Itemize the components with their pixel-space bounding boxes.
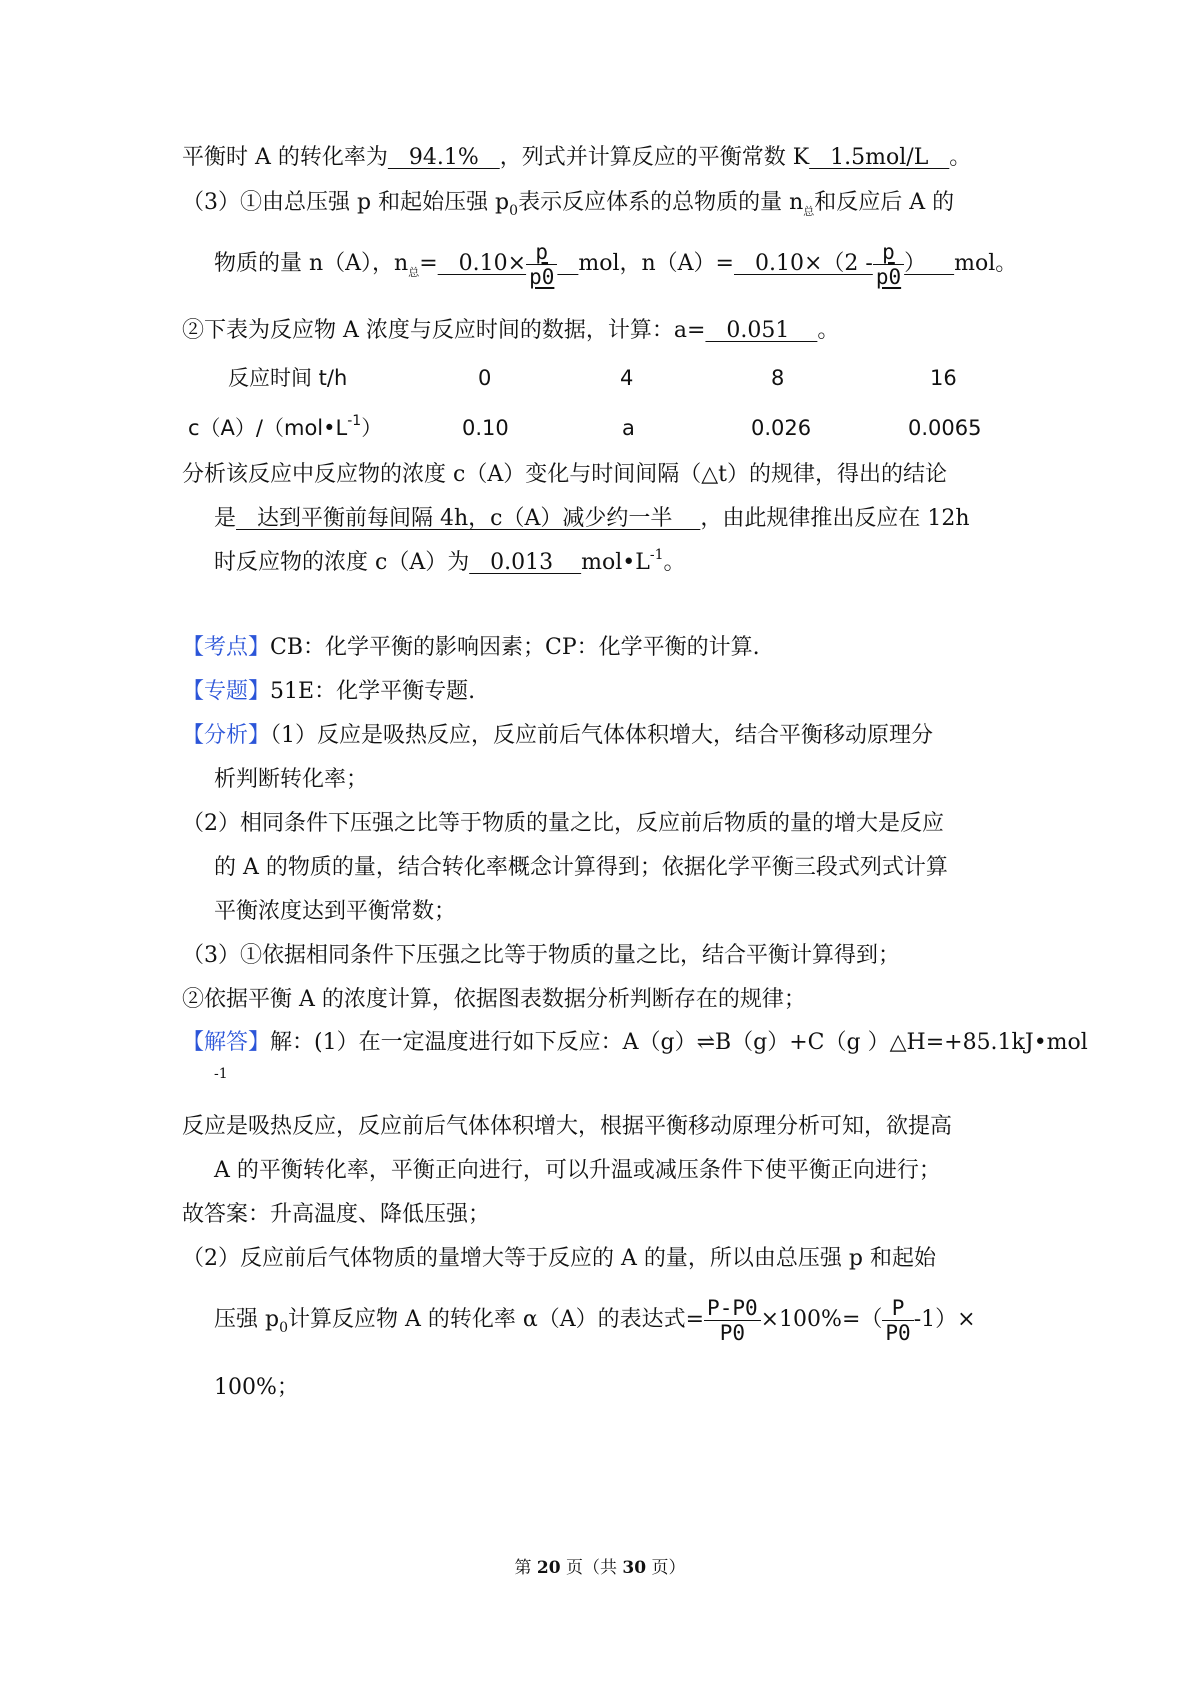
jieda-line-6 <box>214 1290 976 1352</box>
text: ，列式并计算反应的平衡常数 K <box>499 145 810 170</box>
text: 。 <box>949 145 972 170</box>
table-cell: 0.0065 <box>908 416 982 440</box>
table-row1-label: 反应时间 t/h <box>228 366 348 390</box>
numerator: p <box>526 240 557 265</box>
table-cell: 0.026 <box>751 416 812 440</box>
text: 。 <box>817 318 840 343</box>
table-cell: 0.10 <box>462 416 509 440</box>
text: ，由此规律推出反应在 12h <box>700 506 970 531</box>
text: （1）反应是吸热反应，反应前后气体体积增大，结合平衡移动原理分 <box>270 723 934 748</box>
text: 解：(1）在一定温度进行如下反应：A（g）⇌B（g）+C（g ）△H=+85.1kJ•mol <box>270 1030 1088 1055</box>
text: 51E：化学平衡专题. <box>270 679 476 704</box>
fenxi-line-5: 平衡浓度达到平衡常数； <box>214 899 457 924</box>
numerator: p <box>873 240 904 265</box>
table-cell: 0 <box>478 366 492 390</box>
underline-blank: ） <box>904 251 955 276</box>
fraction-p-over-p0 <box>882 1296 913 1345</box>
text: 平衡时 A 的转化率为 <box>182 145 388 170</box>
q3-line-1 <box>182 188 954 221</box>
table-cell: 4 <box>620 366 634 390</box>
answer-equilibrium-constant: 1.5mol/L <box>809 145 950 170</box>
text: mol。 <box>954 251 1018 276</box>
answer-a-value: 0.051 <box>705 318 818 343</box>
zhuanti-tag: 【专题】 <box>182 679 271 704</box>
fenxi-line-2: 析判断转化率； <box>214 767 369 792</box>
fenxi-line-3: （2）相同条件下压强之比等于物质的量之比，反应前后物质的量的增大是反应 <box>182 811 944 836</box>
analysis-question-line-3 <box>214 548 686 580</box>
text: （3）①由总压强 p 和起始压强 p <box>182 190 510 215</box>
subscript: 0 <box>509 203 519 219</box>
table-cell: 16 <box>930 366 957 390</box>
fraction-p-over-p0 <box>873 240 904 289</box>
fraction-conversion <box>704 1296 761 1345</box>
text: mol，n（A）= <box>578 251 734 276</box>
fenxi-line-1 <box>182 721 933 751</box>
q2-answer-line <box>182 143 971 173</box>
fenxi-line-6: （3）①依据相同条件下压强之比等于物质的量之比，结合平衡计算得到； <box>182 943 900 968</box>
superscript: -1 <box>347 413 362 429</box>
answer-n-a: 0.10×（2 - <box>734 251 873 276</box>
denominator: p0 <box>529 264 555 289</box>
text: 压强 p <box>214 1307 280 1332</box>
subscript: 总 <box>803 205 815 218</box>
numerator: P <box>882 1296 913 1321</box>
q3-line-2 <box>214 236 1017 295</box>
q3-line-3 <box>182 316 839 346</box>
jieda-tag: 【解答】 <box>182 1030 271 1055</box>
answer-n-total: 0.10× <box>437 251 527 276</box>
answer-conversion-rate: 94.1% <box>387 145 500 170</box>
jieda-line-7: 100%； <box>214 1375 299 1400</box>
fenxi-line-4: 的 A 的物质的量，结合转化率概念计算得到；依据化学平衡三段式列式计算 <box>214 855 948 880</box>
subscript: 总 <box>408 266 420 279</box>
text: 第 <box>514 1558 537 1578</box>
analysis-question-line-2 <box>214 504 970 534</box>
text: 。 <box>663 550 686 575</box>
fenxi-tag: 【分析】 <box>182 723 271 748</box>
numerator: P-P0 <box>704 1296 761 1321</box>
analysis-question-line-1: 分析该反应中反应物的浓度 c（A）变化与时间间隔（△t）的规律，得出的结论 <box>182 462 947 487</box>
table-row2-label <box>188 414 382 445</box>
kaodian-tag: 【考点】 <box>182 635 271 660</box>
text: ） <box>361 416 383 440</box>
zhuanti-line <box>182 677 475 707</box>
fenxi-line-7: ②依据平衡 A 的浓度计算，依据图表数据分析判断存在的规律； <box>182 987 806 1012</box>
text: -1）× <box>913 1307 976 1332</box>
text: 计算反应物 A 的转化率 α（A）的表达式= <box>288 1307 705 1332</box>
page-footer <box>0 1556 1200 1580</box>
text: = <box>419 251 438 276</box>
total-pages: 30 <box>622 1558 647 1578</box>
jieda-line-5: （2）反应前后气体物质的量增大等于反应的 A 的量，所以由总压强 p 和起始 <box>182 1246 936 1271</box>
jieda-line-1 <box>182 1028 1088 1058</box>
jieda-line-4: 故答案：升高温度、降低压强； <box>182 1202 491 1227</box>
table-cell: a <box>622 416 635 440</box>
text: ②下表为反应物 A 浓度与反应时间的数据，计算：a= <box>182 318 706 343</box>
subscript: 0 <box>279 1320 288 1336</box>
fraction-p-over-p0 <box>526 240 557 289</box>
text: CB：化学平衡的影响因素；CP：化学平衡的计算. <box>270 635 760 660</box>
superscript: -1 <box>649 547 664 563</box>
text: mol•L <box>581 550 650 575</box>
denominator: P0 <box>885 1320 911 1345</box>
jieda-line-2: 反应是吸热反应，反应前后气体体积增大，根据平衡移动原理分析可知，欲提高 <box>182 1114 953 1139</box>
text: 是 <box>214 506 237 531</box>
denominator: p0 <box>875 264 902 289</box>
answer-rule: 达到平衡前每间隔 4h，c（A）减少约一半 <box>236 506 701 531</box>
text: 页） <box>646 1558 686 1578</box>
jieda-line-3: A 的平衡转化率，平衡正向进行，可以升温或减压条件下使平衡正向进行； <box>214 1158 941 1183</box>
text: 物质的量 n（A），n <box>214 251 409 276</box>
text: 和反应后 A 的 <box>814 190 955 215</box>
answer-concentration-12h: 0.013 <box>469 550 582 575</box>
text: 时反应物的浓度 c（A）为 <box>214 550 470 575</box>
text: 页（共 <box>560 1558 623 1578</box>
kaodian-line <box>182 633 760 663</box>
underline-blank <box>557 251 578 276</box>
denominator: P0 <box>719 1320 745 1345</box>
jieda-superscript-wrap: -1 <box>214 1066 228 1082</box>
text: c（A）/（mol•L <box>188 416 348 440</box>
table-cell: 8 <box>771 366 785 390</box>
text: 表示反应体系的总物质的量 n <box>518 190 804 215</box>
page-number: 20 <box>536 1558 561 1578</box>
text: ×100%=（ <box>760 1307 883 1332</box>
